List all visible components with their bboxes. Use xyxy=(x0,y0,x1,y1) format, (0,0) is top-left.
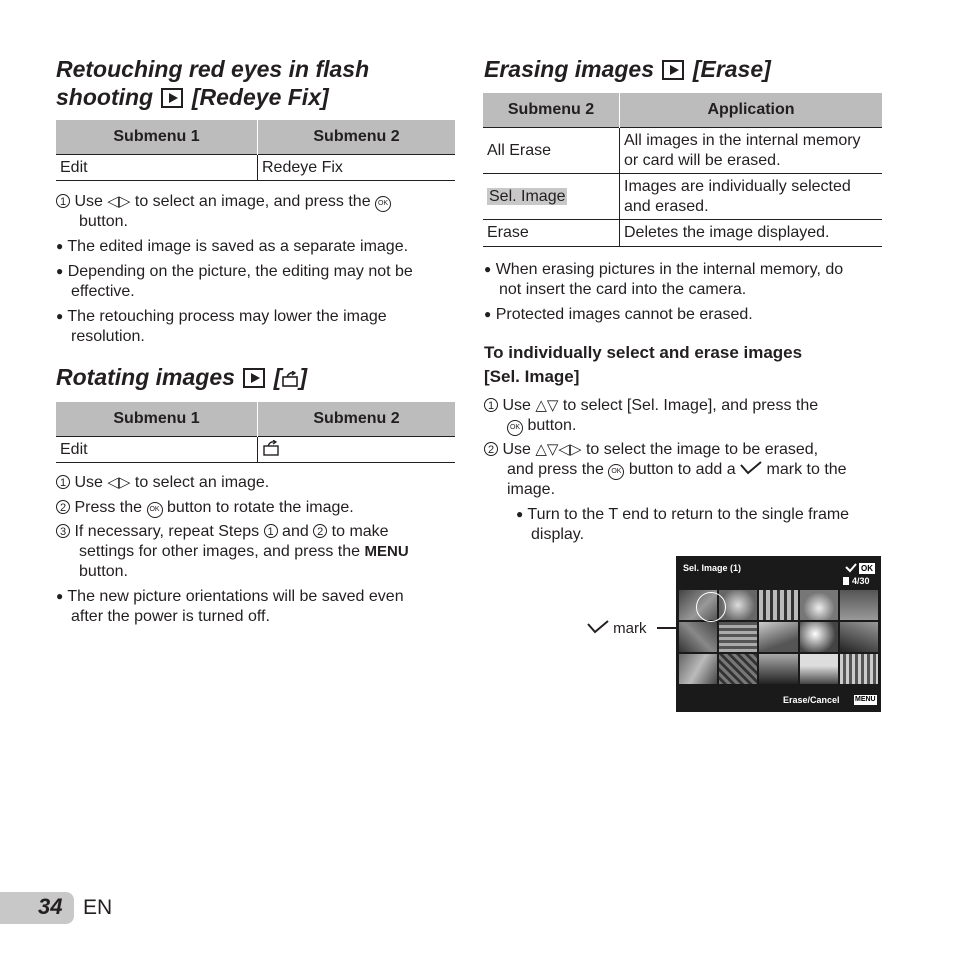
step-1-cont: button. xyxy=(79,213,128,230)
erase-table xyxy=(483,93,882,247)
page-number: 34 xyxy=(38,894,63,919)
playback-icon xyxy=(243,368,265,388)
rotate-section xyxy=(56,363,456,391)
step-3-cont: settings for other images, and press the MENU xyxy=(79,543,409,560)
col-header: Submenu 1 xyxy=(56,402,258,437)
check-mark-icon xyxy=(740,461,762,475)
check-mark-icon xyxy=(845,563,857,573)
step-2: 2 Use △▽◁▷ to select the image to be erased, xyxy=(484,440,884,460)
step-number-icon: 2 xyxy=(56,500,70,514)
menu-label: MENU xyxy=(364,543,409,560)
rotate-steps xyxy=(56,473,456,627)
redeye-section xyxy=(56,55,456,111)
erase-section xyxy=(484,55,884,83)
rotate-icon xyxy=(262,440,280,456)
step-number-icon: 1 xyxy=(56,194,70,208)
erase-title: Erasing images [Erase] xyxy=(484,56,771,82)
step-1-cont: OK button. xyxy=(484,416,884,436)
step-number-icon: 1 xyxy=(56,475,70,489)
table-cell: Erase xyxy=(483,220,620,247)
image-counter: 4/30 xyxy=(852,576,870,586)
step-3-cont: button. xyxy=(79,563,128,580)
step-number-icon: 1 xyxy=(484,398,498,412)
bullet: ● The retouching process may lower the image xyxy=(56,308,387,325)
subheading: To individually select and erase images xyxy=(484,343,803,362)
footer-label: Erase/Cancel xyxy=(783,695,840,705)
sel-section xyxy=(484,341,884,545)
left-right-arrows-icon: ◁▷ xyxy=(107,474,131,491)
left-right-arrows-icon: ◁▷ xyxy=(107,193,131,210)
four-way-arrows-icon: △▽◁▷ xyxy=(535,441,582,458)
sub-bullet: ● Turn to the T end to return to the single frame xyxy=(516,506,850,523)
table-cell: Images are individually selected and erased. xyxy=(620,174,883,220)
check-mark-icon xyxy=(587,620,609,634)
language-code: EN xyxy=(83,896,113,919)
bullet: ● When erasing pictures in the internal memory, do xyxy=(484,261,844,278)
up-down-arrows-icon: △▽ xyxy=(535,397,559,414)
thumbnail xyxy=(840,654,878,684)
ok-button-icon: OK xyxy=(608,464,624,480)
table-cell: All Erase xyxy=(483,128,620,174)
step-2-cont: image. xyxy=(507,481,556,498)
playback-icon xyxy=(161,88,183,108)
rotate-icon xyxy=(281,371,299,387)
ok-button-icon: OK xyxy=(375,196,391,212)
ok-badge: OK xyxy=(861,564,873,573)
screen-title: Sel. Image (1) xyxy=(683,563,742,573)
ok-button-icon: OK xyxy=(507,420,523,436)
bullet: ● The new picture orientations will be saved even xyxy=(56,588,404,605)
thumbnail xyxy=(800,654,838,684)
thumbnail xyxy=(719,654,757,684)
bullet: ● The edited image is saved as a separate image. xyxy=(56,238,409,255)
erase-notes xyxy=(484,259,884,325)
step-1: 1 Use △▽ to select [Sel. Image], and press the xyxy=(484,396,884,416)
table-cell: Sel. Image xyxy=(483,174,620,220)
memory-card-icon xyxy=(843,577,849,585)
thumbnail xyxy=(840,622,878,652)
col-header: Submenu 2 xyxy=(483,93,620,128)
thumbnail xyxy=(759,654,797,684)
rotate-table xyxy=(56,402,455,463)
col-header: Application xyxy=(620,93,883,128)
table-cell: Edit xyxy=(56,155,258,181)
table-cell: Redeye Fix xyxy=(258,155,456,181)
sub-bullet-cont: display. xyxy=(531,526,585,543)
subheading: [Sel. Image] xyxy=(484,367,580,386)
col-header: Submenu 2 xyxy=(258,120,456,155)
mark-callout: mark xyxy=(587,619,647,639)
menu-badge: MENU xyxy=(855,696,876,703)
table-cell xyxy=(258,437,456,463)
thumbnail xyxy=(840,590,878,620)
thumbnail xyxy=(800,590,838,620)
step-2: 2 Press the OK button to rotate the image. xyxy=(56,498,456,518)
ok-button-icon: OK xyxy=(147,502,163,518)
thumbnail xyxy=(679,654,717,684)
bullet-cont: resolution. xyxy=(71,328,145,345)
table-cell: Deletes the image displayed. xyxy=(620,220,883,247)
step-1: 1 Use ◁▷ to select an image. xyxy=(56,473,456,493)
bullet: ● Depending on the picture, the editing may not be xyxy=(56,263,413,280)
redeye-title: Retouching red eyes in flash shooting [Redeye Fix] xyxy=(56,56,370,110)
bullet-cont: not insert the card into the camera. xyxy=(499,281,747,298)
step-1: 1 Use ◁▷ to select an image, and press the OK xyxy=(56,192,456,212)
table-cell: All images in the internal memory or card will be erased. xyxy=(620,128,883,174)
col-header: Submenu 1 xyxy=(56,120,258,155)
redeye-table xyxy=(56,120,455,181)
playback-icon xyxy=(662,60,684,80)
bullet-cont: effective. xyxy=(71,283,135,300)
camera-screen xyxy=(676,556,881,712)
table-cell: Edit xyxy=(56,437,258,463)
thumbnail xyxy=(759,622,797,652)
step-2-cont: and press the OK button to add a mark to the xyxy=(507,461,847,478)
bullet-cont: after the power is turned off. xyxy=(71,608,270,625)
bullet: ● Protected images cannot be erased. xyxy=(484,306,753,323)
rotate-title: Rotating images [ ] xyxy=(56,364,308,390)
thumbnail xyxy=(719,622,757,652)
col-header: Submenu 2 xyxy=(258,402,456,437)
step-3: 3 If necessary, repeat Steps 1 and 2 to make xyxy=(56,522,456,542)
thumbnail xyxy=(679,622,717,652)
step-number-icon: 3 xyxy=(56,524,70,538)
thumbnail xyxy=(759,590,797,620)
thumbnail xyxy=(800,622,838,652)
redeye-steps xyxy=(56,192,456,347)
selection-circle xyxy=(696,592,726,622)
step-number-icon: 2 xyxy=(484,442,498,456)
page-number-tab xyxy=(0,892,74,924)
